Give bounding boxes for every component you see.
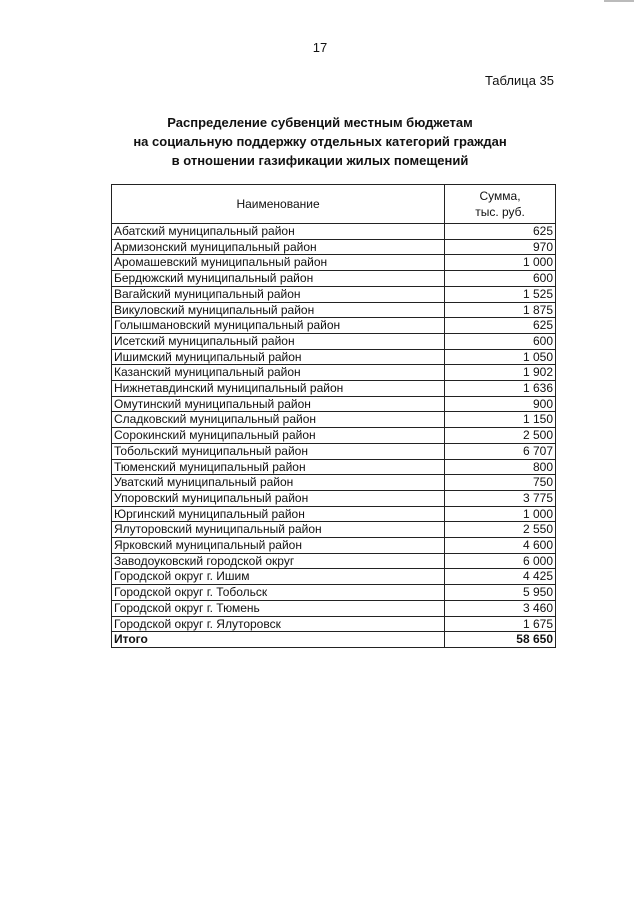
header-sum-line1: Сумма,	[479, 189, 521, 203]
row-name: Аромашевский муниципальный район	[112, 255, 445, 271]
row-sum: 600	[445, 333, 556, 349]
row-sum: 970	[445, 239, 556, 255]
title-line: Распределение субвенций местным бюджетам	[167, 115, 473, 130]
row-name: Городской округ г. Ялуторовск	[112, 616, 445, 632]
title-line: на социальную поддержку отдельных категорий граждан	[133, 134, 507, 149]
row-name: Сорокинский муниципальный район	[112, 428, 445, 444]
header-sum	[445, 185, 556, 224]
row-name: Упоровский муниципальный район	[112, 490, 445, 506]
row-name: Армизонский муниципальный район	[112, 239, 445, 255]
table-row	[112, 569, 556, 585]
row-name: Вагайский муниципальный район	[112, 286, 445, 302]
title-line: в отношении газификации жилых помещений	[171, 153, 469, 168]
document-title	[0, 113, 640, 170]
row-sum: 1 000	[445, 506, 556, 522]
table-row	[112, 255, 556, 271]
row-name: Городской округ г. Тобольск	[112, 585, 445, 601]
table-row	[112, 538, 556, 554]
table-row	[112, 318, 556, 334]
row-name: Городской округ г. Ишим	[112, 569, 445, 585]
row-name: Тобольский муниципальный район	[112, 443, 445, 459]
row-name: Голышмановский муниципальный район	[112, 318, 445, 334]
table-row	[112, 365, 556, 381]
row-name: Омутинский муниципальный район	[112, 396, 445, 412]
row-sum: 1 150	[445, 412, 556, 428]
row-sum: 600	[445, 271, 556, 287]
row-name: Абатский муниципальный район	[112, 224, 445, 240]
table-row	[112, 381, 556, 397]
page-number: 17	[312, 40, 328, 55]
total-row	[112, 632, 556, 648]
row-name: Сладковский муниципальный район	[112, 412, 445, 428]
table-row	[112, 443, 556, 459]
row-sum: 3 460	[445, 600, 556, 616]
table-row	[112, 302, 556, 318]
table-row	[112, 271, 556, 287]
table-row	[112, 396, 556, 412]
row-name: Ишимский муниципальный район	[112, 349, 445, 365]
header-sum-line2: тыс. руб.	[475, 205, 525, 219]
row-name: Ярковский муниципальный район	[112, 538, 445, 554]
row-name: Нижнетавдинский муниципальный район	[112, 381, 445, 397]
table-row	[112, 585, 556, 601]
table-row	[112, 349, 556, 365]
row-sum: 1 675	[445, 616, 556, 632]
table-label: Таблица 35	[484, 73, 554, 88]
row-sum: 6 707	[445, 443, 556, 459]
table-row	[112, 224, 556, 240]
table-row	[112, 412, 556, 428]
row-sum: 1 636	[445, 381, 556, 397]
row-sum: 4 425	[445, 569, 556, 585]
row-sum: 1 525	[445, 286, 556, 302]
row-sum: 6 000	[445, 553, 556, 569]
row-name: Юргинский муниципальный район	[112, 506, 445, 522]
table-row	[112, 286, 556, 302]
row-name: Викуловский муниципальный район	[112, 302, 445, 318]
row-name: Бердюжский муниципальный район	[112, 271, 445, 287]
row-name: Городской округ г. Тюмень	[112, 600, 445, 616]
table-body	[112, 224, 556, 648]
total-label: Итого	[112, 632, 445, 648]
row-sum: 5 950	[445, 585, 556, 601]
table-row	[112, 522, 556, 538]
row-name: Казанский муниципальный район	[112, 365, 445, 381]
table-row	[112, 600, 556, 616]
table-row	[112, 475, 556, 491]
table-row	[112, 616, 556, 632]
table-row	[112, 333, 556, 349]
row-sum: 1 875	[445, 302, 556, 318]
header-name: Наименование	[112, 185, 445, 224]
row-sum: 2 500	[445, 428, 556, 444]
table-row	[112, 239, 556, 255]
row-sum: 625	[445, 318, 556, 334]
table-row	[112, 459, 556, 475]
table-row	[112, 428, 556, 444]
row-name: Заводоуковский городской округ	[112, 553, 445, 569]
row-sum: 900	[445, 396, 556, 412]
table-row	[112, 506, 556, 522]
row-sum: 625	[445, 224, 556, 240]
row-sum: 3 775	[445, 490, 556, 506]
row-sum: 750	[445, 475, 556, 491]
row-name: Исетский муниципальный район	[112, 333, 445, 349]
table-row	[112, 553, 556, 569]
row-name: Уватский муниципальный район	[112, 475, 445, 491]
row-sum: 4 600	[445, 538, 556, 554]
row-name: Ялуторовский муниципальный район	[112, 522, 445, 538]
row-sum: 2 550	[445, 522, 556, 538]
table-header-row	[112, 185, 556, 224]
row-sum: 1 000	[445, 255, 556, 271]
row-sum: 1 902	[445, 365, 556, 381]
subvention-table	[111, 184, 556, 648]
row-name: Тюменский муниципальный район	[112, 459, 445, 475]
row-sum: 800	[445, 459, 556, 475]
table-row	[112, 490, 556, 506]
scan-corner-mark	[604, 0, 634, 5]
total-sum: 58 650	[445, 632, 556, 648]
row-sum: 1 050	[445, 349, 556, 365]
